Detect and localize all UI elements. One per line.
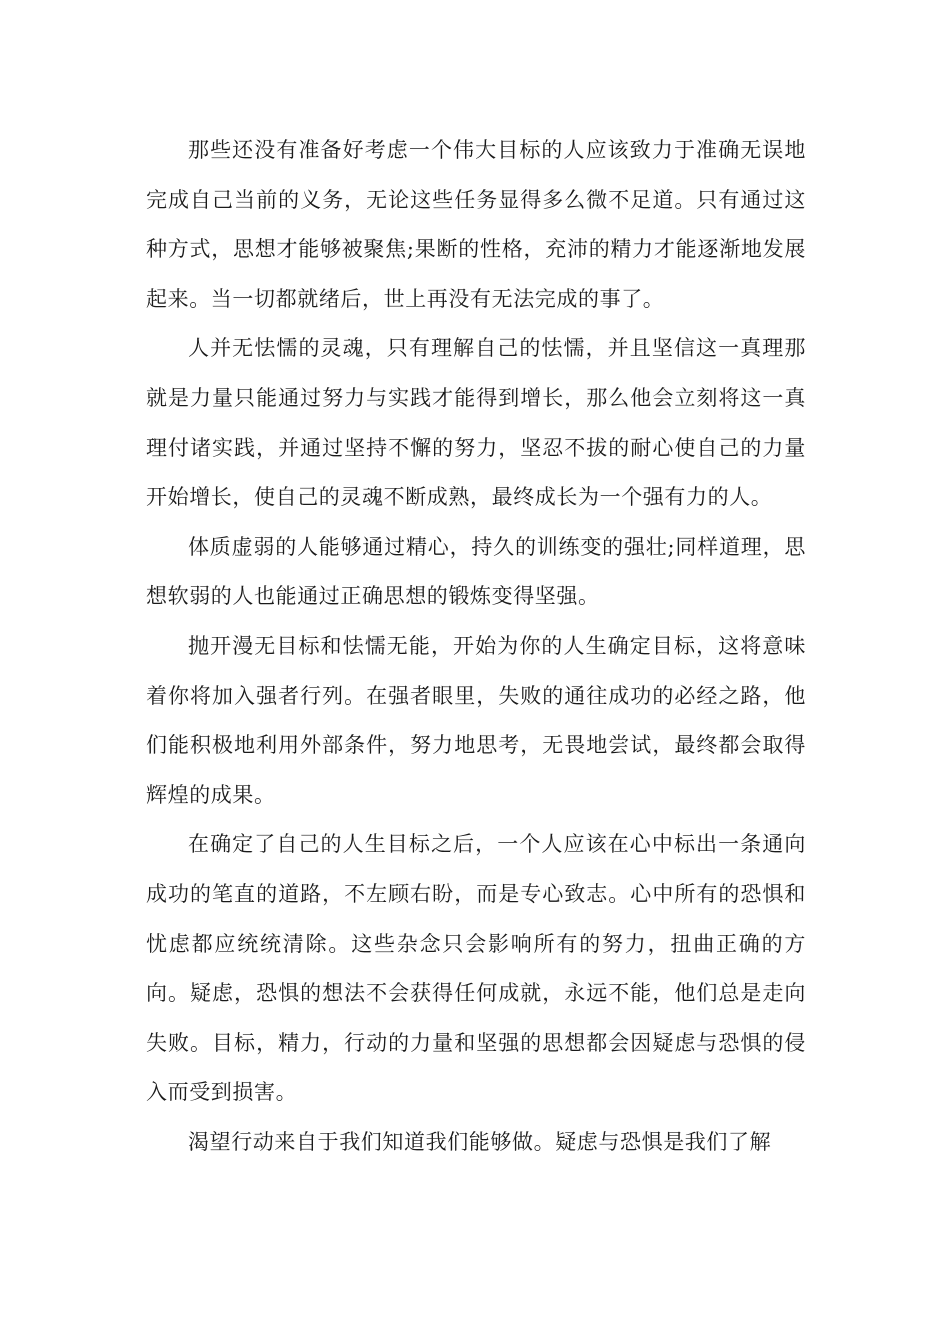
paragraph-1: 那些还没有准备好考虑一个伟大目标的人应该致力于准确无误地完成自己当前的义务，无论这些任务显得多么微不足道。只有通过这种方式，思想才能够被聚焦;果断的性格，充沛的精力才能逐渐地发展起来。当一切都就绪后，世上再没有无法完成的事了。 <box>146 138 806 311</box>
paragraph-2: 人并无怯懦的灵魂，只有理解自己的怯懦，并且坚信这一真理那就是力量只能通过努力与实践才能得到增长，那么他会立刻将这一真理付诸实践，并通过坚持不懈的努力，坚忍不拔的耐心使自己的力量开始增长，使自己的灵魂不断成熟，最终成长为一个强有力的人。 <box>146 336 806 510</box>
paragraph-6: 渴望行动来自于我们知道我们能够做。疑虑与恐惧是我们了解 <box>188 1129 772 1154</box>
paragraph-3: 体质虚弱的人能够通过精心，持久的训练变的强壮;同样道理，思想软弱的人也能通过正确思想的锻炼变得坚强。 <box>146 534 806 609</box>
document-body <box>146 126 806 1167</box>
paragraph-5: 在确定了自己的人生目标之后，一个人应该在心中标出一条通向成功的笔直的道路，不左顾右盼，而是专心致志。心中所有的恐惧和忧虑都应统统清除。这些杂念只会影响所有的努力，扭曲正确的方向。疑虑，恐惧的想法不会获得任何成就，永远不能，他们总是走向失败。目标，精力，行动的力量和坚强的思想都会因疑虑与恐惧的侵入而受到损害。 <box>146 832 806 1105</box>
paragraph-4: 抛开漫无目标和怯懦无能，开始为你的人生确定目标，这将意味着你将加入强者行列。在强者眼里，失败的通往成功的必经之路，他们能积极地利用外部条件，努力地思考，无畏地尝试，最终都会取得辉煌的成果。 <box>146 633 806 807</box>
